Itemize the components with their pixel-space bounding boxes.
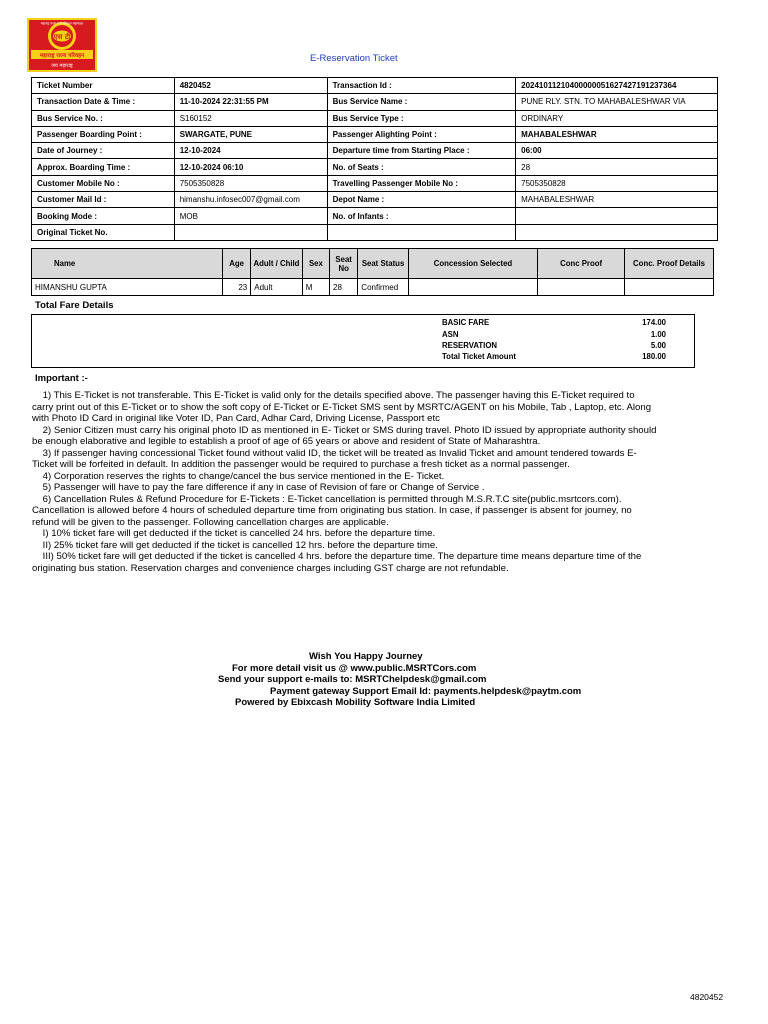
passenger-cell-seat-status: Confirmed: [358, 279, 409, 296]
info-label: Date of Journey :: [32, 143, 175, 159]
passenger-cell-name: HIMANSHU GUPTA: [32, 279, 223, 296]
footer-payment-email: Payment gateway Support Email Id: payments.helpdesk@paytm.com: [270, 685, 582, 697]
passenger-column-header: Sex: [302, 249, 329, 279]
passenger-cell-conc-proof-details: [625, 279, 714, 296]
passenger-table: [31, 248, 714, 296]
info-value: SWARGATE, PUNE: [174, 126, 327, 142]
note-item: III) 50% ticket fare will get deducted if the ticket is cancelled 4 hrs. before the departure time. The departure time means departure time of the originating bus station. Reservation charges and convenience charges including GST charge are not refundable.: [32, 551, 642, 574]
info-value: MAHABALESHWAR: [516, 126, 718, 142]
note-item: 3) If passenger having concessional Ticket found without valid ID, the ticket will be treated as Invalid Ticket and amount tendered towards E-Ticket will be forfeited in default. In addition the passenger would be required to purchase a fresh ticket as a normal passenger.: [32, 447, 637, 470]
logo-bottom-text: जय महाराष्ट्र: [51, 63, 73, 69]
info-label: Bus Service No. :: [32, 110, 175, 126]
fare-value: 1.00: [650, 330, 666, 339]
info-label: Transaction Id :: [327, 78, 516, 94]
info-label: Original Ticket No.: [32, 224, 175, 240]
passenger-column-header: Conc. Proof Details: [625, 249, 714, 279]
info-label: Bus Service Name :: [327, 94, 516, 110]
passenger-column-header: Age: [222, 249, 250, 279]
fare-label: Total Ticket Amount: [442, 352, 516, 361]
important-title: Important :-: [35, 373, 88, 384]
info-label: Passenger Alighting Point :: [327, 126, 516, 142]
logo-center-text: एस टी: [53, 33, 71, 41]
fare-value: 180.00: [642, 352, 666, 361]
footer-powered-by: Powered by Ebixcash Mobility Software India Limited: [235, 697, 476, 708]
info-value: [516, 208, 718, 224]
fare-title: Total Fare Details: [35, 300, 114, 311]
info-value: 06:00: [516, 143, 718, 159]
info-value: ORDINARY: [516, 110, 718, 126]
passenger-column-header: Seat Status: [358, 249, 409, 279]
info-row: [32, 78, 718, 94]
info-value: [516, 224, 718, 240]
info-label: [327, 224, 516, 240]
passenger-column-header: Seat No: [330, 249, 358, 279]
info-row: [32, 159, 718, 175]
fare-row-asn: [442, 330, 666, 341]
info-label: Booking Mode :: [32, 208, 175, 224]
info-value: 7505350828: [174, 175, 327, 191]
info-label: Customer Mobile No :: [32, 175, 175, 191]
info-row: [32, 110, 718, 126]
logo-top-text: महाराष्ट्र राज्य मार्ग परिवहन महामंडळ: [40, 21, 84, 26]
msrtc-logo: [27, 18, 97, 72]
fare-box: [31, 314, 695, 368]
passenger-cell-sex: M: [302, 279, 329, 296]
passenger-cell-concession: [408, 279, 537, 296]
info-value: 7505350828: [516, 175, 718, 191]
info-row: [32, 224, 718, 240]
info-label: No. of Infants :: [327, 208, 516, 224]
info-value: [174, 224, 327, 240]
ticket-info-table: [31, 77, 718, 241]
footer-website: For more detail visit us @ www.public.MSRTCors.com: [232, 662, 477, 674]
passenger-column-header: Name: [32, 249, 223, 279]
info-row: [32, 192, 718, 208]
info-label: No. of Seats :: [327, 159, 516, 175]
info-value: PUNE RLY. STN. TO MAHABALESHWAR VIA: [516, 94, 718, 110]
info-value: 28: [516, 159, 718, 175]
note-item: 6) Cancellation Rules & Refund Procedure for E-Tickets : E-Ticket cancellation is permitted through M.S.R.T.C site(public.msrtcors.com). Cancellation is allowed before 4 hours of scheduled departure time from originating bus station. In case, if passenger is absent for journey, no refund will be given to the passenger. Following cancellation charges are applicable.: [32, 493, 632, 528]
footer-support-email: Send your support e-mails to: MSRTChelpdesk@gmail.com: [218, 674, 487, 685]
logo-banner-text: महाराष्ट्र राज्य परिवहन: [39, 53, 85, 59]
info-value: 12-10-2024 06:10: [174, 159, 327, 175]
info-label: Ticket Number: [32, 78, 175, 94]
page-title: E-Reservation Ticket: [310, 53, 398, 64]
fare-row-basic: [442, 318, 666, 329]
info-value: 11-10-2024 22:31:55 PM: [174, 94, 327, 110]
info-value: 20241011210400000051627427191237364: [516, 78, 718, 94]
note-item: I) 10% ticket fare will get deducted if the ticket is cancelled 24 hrs. before the departure time.: [42, 528, 436, 539]
info-row: [32, 94, 718, 110]
info-value: himanshu.infosec007@gmail.com: [174, 192, 327, 208]
info-label: Approx. Boarding Time :: [32, 159, 175, 175]
fare-value: 5.00: [650, 341, 666, 350]
passenger-column-header: Concession Selected: [408, 249, 537, 279]
info-label: Bus Service Type :: [327, 110, 516, 126]
info-row: [32, 143, 718, 159]
info-row: [32, 208, 718, 224]
info-label: Transaction Date & Time :: [32, 94, 175, 110]
passenger-column-header: Conc Proof: [538, 249, 625, 279]
page-number: 4820452: [690, 992, 724, 1002]
note-item: II) 25% ticket fare will get deducted if the ticket is cancelled 12 hrs. before the departure time.: [42, 539, 438, 551]
info-label: Passenger Boarding Point :: [32, 126, 175, 142]
info-row: [32, 175, 718, 191]
footer: [180, 651, 620, 709]
info-value: S160152: [174, 110, 327, 126]
note-item: 5) Passenger will have to pay the fare difference if any in case of Revision of fare or Change of Service .: [42, 482, 485, 493]
info-label: Departure time from Starting Place :: [327, 143, 516, 159]
info-value: 4820452: [174, 78, 327, 94]
fare-label: ASN: [442, 330, 459, 339]
note-item: 4) Corporation reserves the rights to change/cancel the bus service mentioned in the E- Ticket.: [42, 470, 445, 482]
info-value: 12-10-2024: [174, 143, 327, 159]
fare-row-total: [442, 352, 666, 363]
fare-label: RESERVATION: [442, 341, 498, 350]
info-label: Depot Name :: [327, 192, 516, 208]
info-label: Travelling Passenger Mobile No :: [327, 175, 516, 191]
info-value: MAHABALESHWAR: [516, 192, 718, 208]
info-row: [32, 126, 718, 142]
footer-greeting: Wish You Happy Journey: [309, 651, 423, 662]
passenger-column-header: Adult / Child: [251, 249, 303, 279]
note-item: 2) Senior Citizen must carry his original photo ID as mentioned in E- Ticket or SMS during travel. Photo ID issued by appropriate authority should be enough elaborative and legible to establish a proof of age of 65 years or above and resident of State of Maharashtra.: [32, 424, 657, 447]
passenger-cell-adult-child: Adult: [251, 279, 303, 296]
fare-row-reservation: [442, 341, 666, 352]
info-label: Customer Mail Id :: [32, 192, 175, 208]
important-notes: [32, 390, 657, 574]
note-item: 1) This E-Ticket is not transferable. This E-Ticket is valid only for the details specified above. The passenger having this E-Ticket required to carry print out of this E-Ticket or to show the soft copy of E-Ticket or E-Ticket SMS sent by MSRTC/AGENT on his Mobile, Tab , Laptop, etc. Along with Photo ID Card in original like Voter ID, Pan Card, Adhar Card, Driving License, Passport etc: [32, 390, 652, 424]
info-value: MOB: [174, 208, 327, 224]
table-row: [32, 279, 714, 296]
fare-value: 174.00: [642, 318, 666, 327]
fare-label: BASIC FARE: [442, 318, 490, 327]
passenger-cell-seat-no: 28: [330, 279, 358, 296]
passenger-cell-age: 23: [222, 279, 250, 296]
passenger-cell-conc-proof: [538, 279, 625, 296]
